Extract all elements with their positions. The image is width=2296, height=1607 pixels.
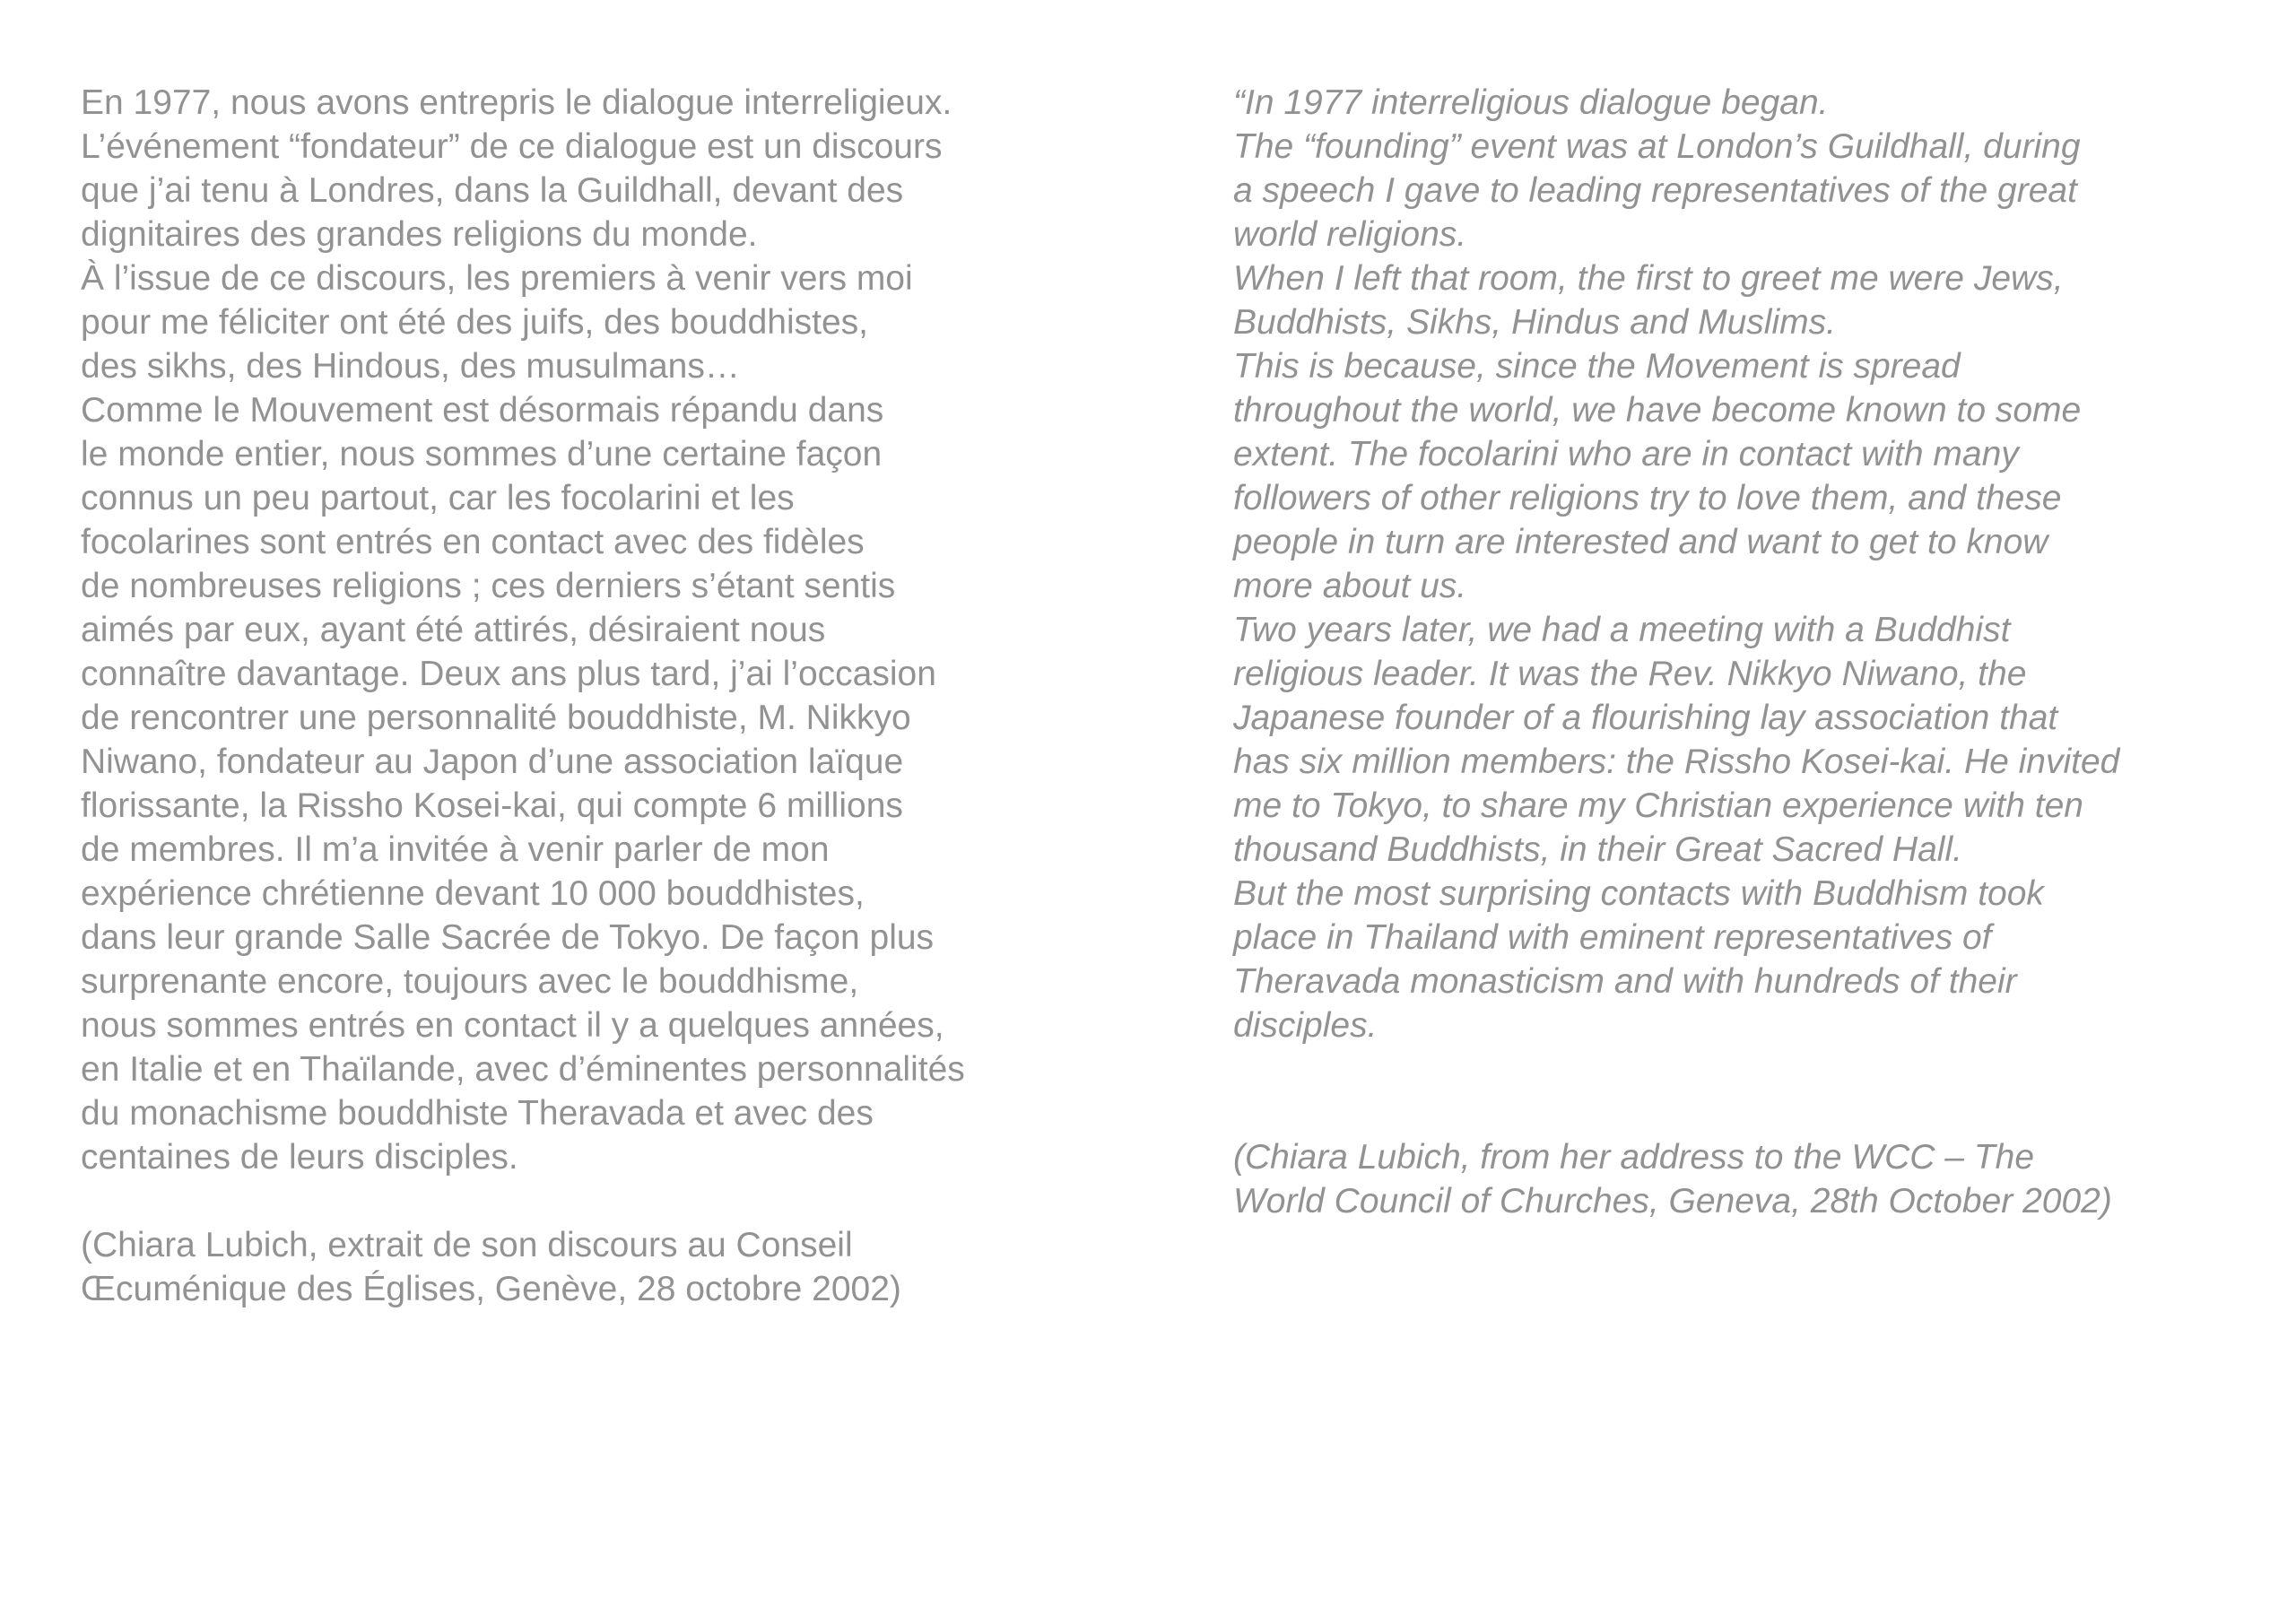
english-body [1233,81,2238,1047]
english-line: extent. The focolarini who are in contact with many [1233,435,2019,473]
english-line: religious leader. It was the Rev. Nikkyo Niwano, the [1233,655,2027,693]
english-line: place in Thailand with eminent representatives of [1233,918,1992,957]
french-line: en Italie et en Thaïlande, avec d’éminentes personnalités [81,1050,965,1089]
french-line: dans leur grande Salle Sacrée de Tokyo. De façon plus [81,918,935,957]
french-line: aimés par eux, ayant été attirés, désiraient nous [81,611,826,649]
english-line: followers of other religions try to love them, and these [1233,479,2062,517]
english-line: Two years later, we had a meeting with a Buddhist [1233,611,2011,649]
french-citation-line: (Chiara Lubich, extrait de son discours au Conseil [81,1226,853,1264]
french-line: florissante, la Rissho Kosei-kai, qui compte 6 millions [81,786,903,825]
french-column [81,81,1112,1311]
english-line: “In 1977 interreligious dialogue began. [1233,83,1829,122]
french-line: des sikhs, des Hindous, des musulmans… [81,347,740,386]
english-line: This is because, since the Movement is spread [1233,347,1961,386]
french-line: que j’ai tenu à Londres, dans la Guildhall, devant des [81,171,904,210]
english-line: people in turn are interested and want to get to know [1233,523,2048,561]
english-line: The “founding” event was at London’s Guildhall, during [1233,127,2081,166]
french-line: L’événement “fondateur” de ce dialogue est un discours [81,127,943,166]
english-citation-line: (Chiara Lubich, from her address to the WCC – The [1233,1138,2035,1177]
english-citation [1233,1135,2238,1223]
english-line: a speech I gave to leading representatives of the great [1233,171,2077,210]
english-line: thousand Buddhists, in their Great Sacred Hall. [1233,830,1962,869]
french-line: de membres. Il m’a invitée à venir parler de mon [81,830,830,869]
english-line: me to Tokyo, to share my Christian experience with ten [1233,786,2083,825]
french-line: surprenante encore, toujours avec le bouddhisme, [81,962,859,1001]
english-line: disciples. [1233,1006,1378,1045]
english-citation-line: World Council of Churches, Geneva, 28th October 2002) [1233,1182,2112,1220]
french-line: En 1977, nous avons entrepris le dialogue interreligieux. [81,83,952,122]
english-line: Japanese founder of a flourishing lay association that [1233,699,2058,737]
french-citation [81,1223,1112,1311]
english-gap [1233,1047,2238,1135]
french-citation-line: Œcuménique des Églises, Genève, 28 octobre 2002) [81,1270,901,1308]
french-line: expérience chrétienne devant 10 000 bouddhistes, [81,874,865,913]
english-line: Theravada monasticism and with hundreds of their [1233,962,2017,1001]
english-line: more about us. [1233,567,1467,605]
french-line: dignitaires des grandes religions du monde. [81,215,758,254]
french-line: Comme le Mouvement est désormais répandu dans [81,391,884,430]
english-column [1233,81,2238,1223]
french-line: du monachisme bouddhiste Theravada et avec des [81,1094,874,1133]
french-line: focolarines sont entrés en contact avec des fidèles [81,523,865,561]
french-line: connaître davantage. Deux ans plus tard, j’ai l’occasion [81,655,936,693]
english-line: Buddhists, Sikhs, Hindus and Muslims. [1233,303,1836,342]
english-line: But the most surprising contacts with Buddhism took [1233,874,2044,913]
english-line: throughout the world, we have become known to some [1233,391,2082,430]
french-line: Niwano, fondateur au Japon d’une association laïque [81,743,904,781]
french-body [81,81,1112,1179]
french-line: nous sommes entrés en contact il y a quelques années, [81,1006,944,1045]
french-line: À l’issue de ce discours, les premiers à venir vers moi [81,259,913,298]
french-line: le monde entier, nous sommes d’une certaine façon [81,435,883,473]
french-line: de rencontrer une personnalité bouddhiste, M. Nikkyo [81,699,911,737]
french-line: connus un peu partout, car les focolarini et les [81,479,795,517]
french-line: pour me féliciter ont été des juifs, des bouddhistes, [81,303,868,342]
french-gap [81,1179,1112,1223]
english-line: When I left that room, the first to greet me were Jews, [1233,259,2064,298]
english-line: has six million members: the Rissho Kosei-kai. He invited [1233,743,2120,781]
french-line: centaines de leurs disciples. [81,1138,518,1177]
english-line: world religions. [1233,215,1467,254]
french-line: de nombreuses religions ; ces derniers s’étant sentis [81,567,896,605]
